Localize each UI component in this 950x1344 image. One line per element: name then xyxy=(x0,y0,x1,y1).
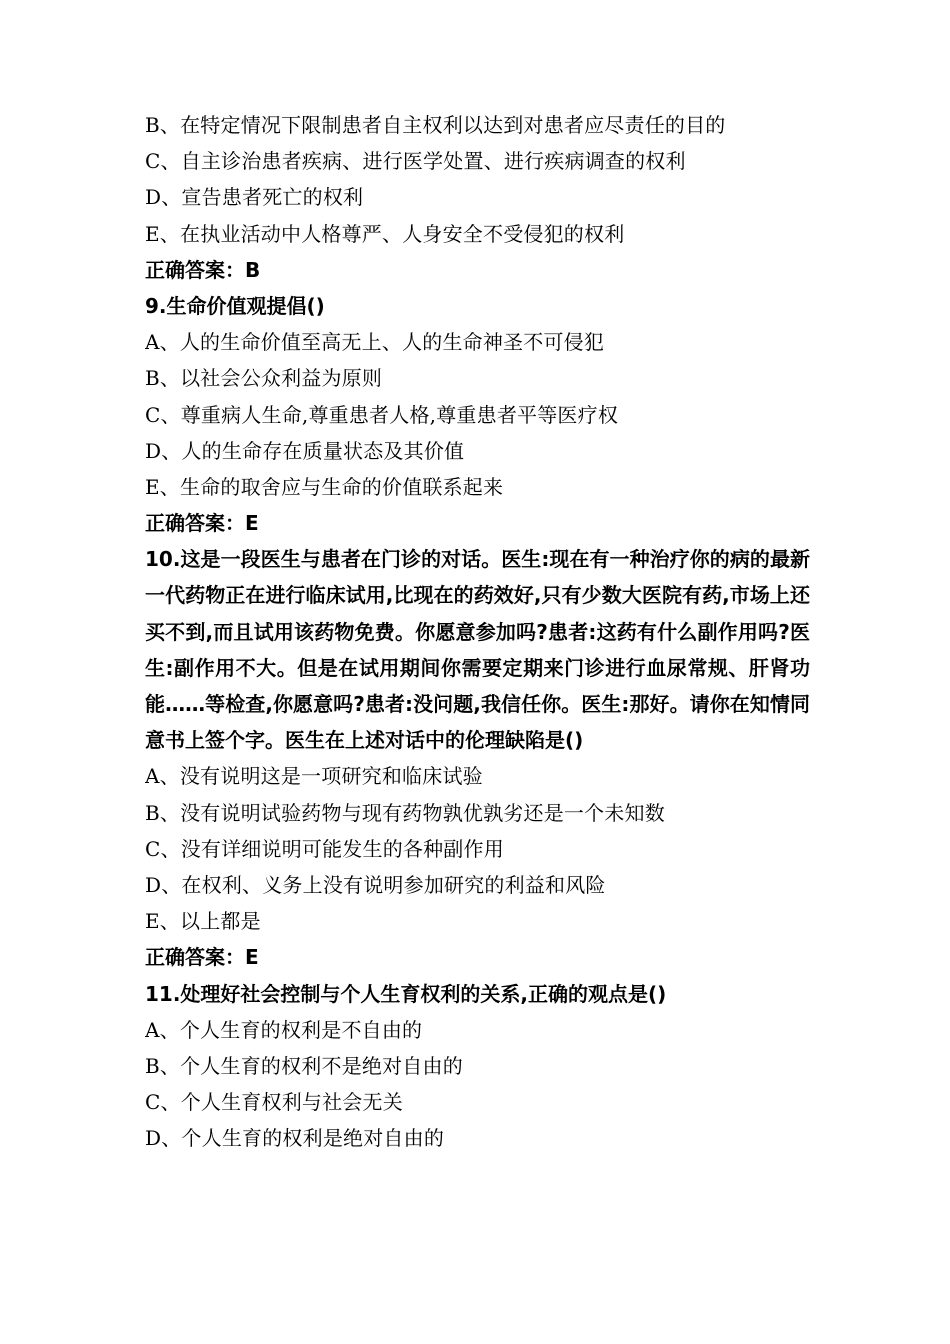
q11-option-c: C、个人生育权利与社会无关 xyxy=(145,1090,403,1115)
q10-option-c: C、没有详细说明可能发生的各种副作用 xyxy=(145,836,504,861)
q8-option-d: D、宣告患者死亡的权利 xyxy=(145,185,364,210)
q10-option-d: D、在权利、义务上没有说明参加研究的利益和风险 xyxy=(145,873,606,898)
q11-option-d: D、个人生育的权利是绝对自由的 xyxy=(145,1126,445,1151)
q9-option-b: B、以社会公众利益为原则 xyxy=(145,366,383,391)
q9-option-e: E、生命的取舍应与生命的价值联系起来 xyxy=(145,474,504,499)
q11-option-a: A、个人生育的权利是不自由的 xyxy=(145,1017,423,1042)
page-content xyxy=(145,107,810,1157)
q11-question: 11.处理好社会控制与个人生育权利的关系,正确的观点是() xyxy=(145,981,667,1006)
q9-option-a: A、人的生命价值至高无上、人的生命神圣不可侵犯 xyxy=(145,330,605,355)
q10-question: 10.这是一段医生与患者在门诊的对话。医生:现在有一种治疗你的病的最新一代药物正在进行临床试用,比现在的药效好,只有少数大医院有药,市场上还买不到,而且试用该药物免费。你愿意参加吗?患者:这药有什么副作用吗?医生:副作用不大。但是在试用期间你需要定期来门诊进行血尿常规、肝肾功能……等检查,你愿意吗?患者:没问题,我信任你。医生:那好。请你在知情同意书上签个字。医生在上述对话中的伦理缺陷是() xyxy=(145,547,810,753)
q10-answer: 正确答案：E xyxy=(145,945,259,970)
q9-answer: 正确答案：E xyxy=(145,511,259,536)
q10-option-a: A、没有说明这是一项研究和临床试验 xyxy=(145,764,483,789)
q8-option-b: B、在特定情况下限制患者自主权利以达到对患者应尽责任的目的 xyxy=(145,113,726,137)
q10-option-b: B、没有说明试验药物与现有药物孰优孰劣还是一个未知数 xyxy=(145,800,665,825)
q9-option-d: D、人的生命存在质量状态及其价值 xyxy=(145,438,465,463)
q8-answer: 正确答案：B xyxy=(145,257,261,282)
q9-option-c: C、尊重病人生命,尊重患者人格,尊重患者平等医疗权 xyxy=(145,402,619,427)
q11-option-b: B、个人生育的权利不是绝对自由的 xyxy=(145,1053,463,1078)
q9-question: 9.生命价值观提倡() xyxy=(145,293,325,318)
q10-option-e: E、以上都是 xyxy=(145,909,261,934)
q8-option-c: C、自主诊治患者疾病、进行医学处置、进行疾病调查的权利 xyxy=(145,149,686,174)
q8-option-e: E、在执业活动中人格尊严、人身安全不受侵犯的权利 xyxy=(145,221,625,246)
